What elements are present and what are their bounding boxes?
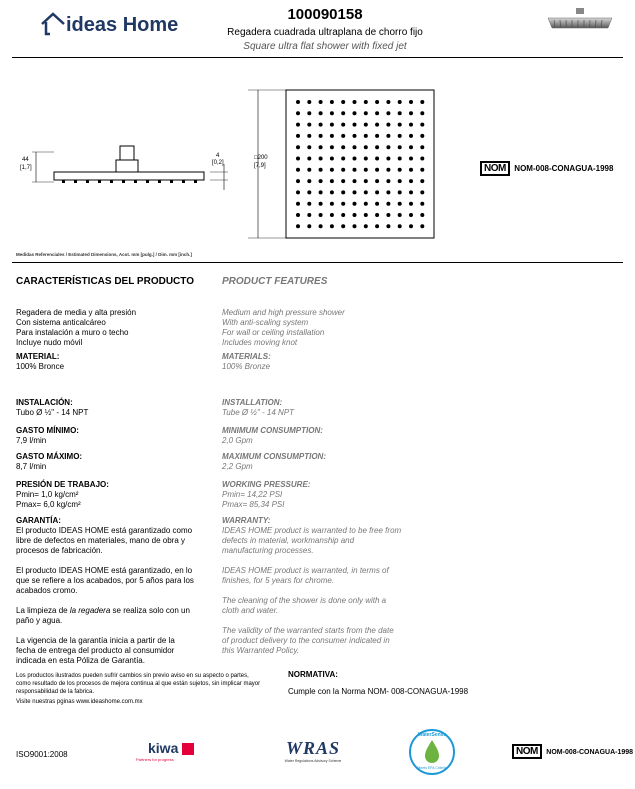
product-thumbnail — [546, 8, 614, 34]
nozzle-dot — [420, 190, 424, 194]
pressure-max-en: Pmax= 85,34 PSI — [222, 500, 285, 509]
nozzle-dot — [409, 123, 413, 127]
nozzle-dot — [364, 123, 368, 127]
warranty-label-en: WARRANTY: — [222, 516, 271, 525]
nozzle-dot — [330, 213, 334, 217]
warranty-es-3a: La limpieza de — [16, 606, 70, 615]
brand-logo — [40, 10, 180, 40]
nozzle-dot — [341, 168, 345, 172]
warranty-es-3 — [16, 606, 194, 626]
nozzle-dot — [364, 111, 368, 115]
nozzle-dot — [386, 213, 390, 217]
nozzle-dot — [353, 224, 357, 228]
max-label-es: GASTO MÁXIMO: — [16, 452, 83, 461]
watersense-logo — [408, 728, 456, 776]
nozzle-dot — [409, 168, 413, 172]
nozzle-dot — [341, 179, 345, 183]
dimensions-note: Medidas Referenciales / Estimated Dimensions, Acot. mm [pulg.] / Dim. mm [inch.] — [16, 252, 192, 257]
nozzle-dot — [364, 145, 368, 149]
nom-footer-text: NOM-008-CONAGUA-1998 — [546, 749, 634, 756]
warranty-label-es: GARANTÍA: — [16, 516, 61, 525]
warranty-es — [16, 516, 194, 666]
warranty-es-2: El producto IDEAS HOME está garantizado, en lo que se refiere a los acabados, por 5 años para los acabados cromo. — [16, 566, 194, 595]
nozzle-dot — [375, 100, 379, 104]
nozzle-dot — [386, 100, 390, 104]
nozzle-dot — [398, 145, 402, 149]
nozzle-dot — [398, 179, 402, 183]
nozzle-dot — [398, 111, 402, 115]
nozzle-dot — [386, 190, 390, 194]
kiwa-tagline: Partners for progress — [136, 757, 174, 762]
nom-footer-badge — [512, 741, 633, 759]
material-es — [16, 352, 194, 372]
nozzle-dot — [409, 157, 413, 161]
nozzle-dot — [398, 134, 402, 138]
nozzle-dot — [353, 145, 357, 149]
nozzle-dot — [386, 168, 390, 172]
kiwa-mark-icon — [182, 743, 194, 755]
watersense-top-text: WaterSense — [417, 732, 447, 738]
nozzle-dot — [341, 134, 345, 138]
nozzle-dot — [353, 179, 357, 183]
nozzle-dot — [330, 100, 334, 104]
nozzle-dot — [420, 145, 424, 149]
house-icon — [40, 12, 66, 36]
nozzle-dot — [296, 134, 300, 138]
nozzle-dot — [296, 111, 300, 115]
max-value-en: 2,2 Gpm — [222, 462, 253, 471]
nozzle-dot — [296, 100, 300, 104]
nozzle-dot — [353, 190, 357, 194]
front-view-drawing — [246, 80, 456, 250]
nozzle-dot — [409, 190, 413, 194]
nozzle-dot — [319, 100, 323, 104]
nozzle-dot — [409, 224, 413, 228]
nozzle-dot — [353, 157, 357, 161]
nozzle-dot — [319, 145, 323, 149]
warranty-en-3: The cleaning of the shower is done only with a cloth and water. — [222, 596, 387, 615]
nozzle-dot — [364, 134, 368, 138]
product-title-en: Square ultra flat shower with fixed jet — [243, 41, 407, 52]
intro-en-3: For wall or ceiling installation — [222, 328, 325, 337]
nozzle-dot — [319, 190, 323, 194]
product-code: 100090158 — [287, 6, 363, 23]
drawing-divider — [12, 262, 623, 263]
nozzle-dot — [386, 111, 390, 115]
material-label-es: MATERIAL: — [16, 352, 60, 361]
nozzle-dot — [330, 224, 334, 228]
nozzle-dot — [409, 179, 413, 183]
intro-es-2: Con sistema anticalcáreo — [16, 318, 106, 327]
intro-es-4: Incluye nudo móvil — [16, 338, 83, 347]
nozzle-dot — [341, 123, 345, 127]
nozzle-dot — [375, 111, 379, 115]
install-label-es: INSTALACIÓN: — [16, 398, 73, 407]
nozzle-dot — [296, 157, 300, 161]
nozzle-dot — [307, 123, 311, 127]
min-en — [222, 426, 422, 446]
nozzle-dot — [364, 202, 368, 206]
pressure-en — [222, 480, 422, 510]
nozzle-dot — [375, 179, 379, 183]
warranty-en — [222, 516, 402, 656]
nozzle-dot — [409, 202, 413, 206]
nozzle-dot — [398, 213, 402, 217]
nozzle-dot — [420, 213, 424, 217]
material-label-en: MATERIALS: — [222, 352, 271, 361]
nozzle-dot — [375, 145, 379, 149]
kiwa-logo — [130, 740, 210, 764]
max-value-es: 8,7 l/min — [16, 462, 47, 471]
nozzle-dot — [319, 202, 323, 206]
intro-en — [222, 308, 422, 348]
nozzle-dot — [386, 123, 390, 127]
warranty-es-1: El producto IDEAS HOME está garantizado como libre de defectos en materiales, mano de obra y procesos de fabricación. — [16, 526, 193, 555]
nozzle-dot — [420, 179, 424, 183]
header-divider — [12, 57, 623, 58]
nozzle-dot — [353, 100, 357, 104]
nozzle-dot — [398, 168, 402, 172]
nozzle-dot — [296, 190, 300, 194]
nozzle-dot — [319, 157, 323, 161]
thickness-inch-label: [0,2] — [212, 160, 224, 166]
pressure-max-es: Pmax= 6,0 kg/cm² — [16, 500, 81, 509]
nozzle-dot — [296, 202, 300, 206]
install-es — [16, 398, 194, 418]
nozzle-dot — [319, 224, 323, 228]
warranty-en-4: The validity of the warranted starts from the date of product delivery to the consumer indicated in this Warranted Policy. — [222, 626, 394, 655]
front-size-inch-label: [7,9] — [254, 163, 266, 169]
pressure-min-en: Pmin= 14,22 PSI — [222, 490, 283, 499]
nozzle-dot — [330, 123, 334, 127]
nozzle-dot — [420, 157, 424, 161]
wras-tagline: Water Regulations Advisory Scheme — [284, 759, 342, 763]
pressure-min-es: Pmin= 1,0 kg/cm² — [16, 490, 79, 499]
nozzle-dot — [420, 224, 424, 228]
nozzle-dot — [307, 111, 311, 115]
min-value-en: 2,0 Gpm — [222, 436, 253, 445]
nozzle-dot — [409, 145, 413, 149]
disclaimer — [16, 672, 262, 706]
nozzle-dot — [307, 190, 311, 194]
nozzle-dot — [409, 213, 413, 217]
pressure-label-en: WORKING PRESSURE: — [222, 480, 311, 489]
nozzle-dot — [375, 190, 379, 194]
wras-wordmark: WRAS — [285, 738, 341, 758]
nozzle-dot — [375, 134, 379, 138]
min-label-es: GASTO MÍNIMO: — [16, 426, 79, 435]
nom-badge — [480, 158, 613, 176]
intro-en-2: With anti-scaling system — [222, 318, 309, 327]
intro-en-4: Includes moving knot — [222, 338, 298, 347]
nozzle-dot — [386, 179, 390, 183]
nozzle-dot — [353, 202, 357, 206]
nozzle-dot — [296, 123, 300, 127]
normativa-label: NORMATIVA: — [288, 670, 338, 679]
nozzle-dot — [330, 134, 334, 138]
watersense-bottom-text: Meets EPA Criteria — [417, 766, 447, 770]
nozzle-dot — [296, 224, 300, 228]
nozzle-dot — [296, 213, 300, 217]
side-height-inch-label: [1,7] — [20, 165, 32, 171]
nozzle-dot — [375, 157, 379, 161]
nozzle-dot — [398, 224, 402, 228]
pressure-label-es: PRESIÓN DE TRABAJO: — [16, 480, 109, 489]
intro-es-1: Regadera de media y alta presión — [16, 308, 137, 317]
nozzle-dot — [330, 179, 334, 183]
nozzle-dot — [375, 168, 379, 172]
material-en — [222, 352, 422, 372]
nozzle-dot — [307, 157, 311, 161]
nozzle-dot — [398, 190, 402, 194]
nozzle-dot — [319, 179, 323, 183]
nozzle-dot — [420, 111, 424, 115]
nozzle-dot — [353, 168, 357, 172]
nozzle-dot — [341, 157, 345, 161]
nozzle-dot — [409, 111, 413, 115]
nozzle-dot — [398, 123, 402, 127]
nozzle-dot — [341, 213, 345, 217]
intro-en-1: Medium and high pressure shower — [222, 308, 345, 317]
nozzle-dot — [307, 168, 311, 172]
nozzle-dot — [307, 202, 311, 206]
install-label-en: INSTALLATION: — [222, 398, 283, 407]
nozzle-dot — [296, 179, 300, 183]
nozzle-dot — [364, 224, 368, 228]
kiwa-wordmark: kiwa — [148, 740, 179, 756]
nozzle-dot — [420, 134, 424, 138]
max-en — [222, 452, 422, 472]
nozzle-dot — [307, 213, 311, 217]
nozzle-dot — [330, 111, 334, 115]
pressure-es — [16, 480, 194, 510]
warranty-es-4: La vigencia de la garantía inicia a partir de la fecha de entrega del producto al consumidor indicada en esta Póliza de Garantía. — [16, 636, 175, 665]
nozzle-dot — [364, 179, 368, 183]
nozzle-dot — [353, 134, 357, 138]
nom-badge-text: NOM-008-CONAGUA-1998 — [514, 164, 614, 173]
nozzle-dot — [330, 190, 334, 194]
nozzle-dot — [341, 100, 345, 104]
nozzle-dot — [341, 145, 345, 149]
nozzle-dot — [341, 202, 345, 206]
nozzle-dot — [386, 224, 390, 228]
nozzle-dot — [319, 213, 323, 217]
nozzle-dot — [409, 100, 413, 104]
nozzle-dot — [375, 213, 379, 217]
nozzle-dot — [319, 123, 323, 127]
nozzle-dot — [319, 168, 323, 172]
nom-footer-mark: NOM — [512, 744, 542, 759]
warranty-en-2: IDEAS HOME product is warranted, in terms of finishes, for 5 years for chrome. — [222, 566, 389, 585]
nozzle-dot — [307, 145, 311, 149]
website-text: Visite nuestras pginas www.ideashome.com.mx — [16, 699, 143, 705]
nozzle-dot — [330, 202, 334, 206]
intro-es-3: Para instalación a muro o techo — [16, 328, 129, 337]
nozzle-dot — [420, 168, 424, 172]
features-heading-es: CARACTERÍSTICAS DEL PRODUCTO — [16, 276, 194, 287]
nozzle-dot — [375, 202, 379, 206]
nozzle-dot — [307, 179, 311, 183]
nozzle-dot — [307, 134, 311, 138]
iso-cert: ISO9001:2008 — [16, 750, 68, 759]
nozzle-dot — [341, 111, 345, 115]
max-label-en: MAXIMUM CONSUMPTION: — [222, 452, 326, 461]
nozzle-dot — [296, 168, 300, 172]
nozzle-dot — [364, 100, 368, 104]
nozzle-dot — [319, 111, 323, 115]
warranty-es-3b: la regadera — [69, 606, 111, 615]
nozzle-dot — [307, 100, 311, 104]
nozzle-dot — [364, 190, 368, 194]
normativa-text: Cumple con la Norma NOM- 008-CONAGUA-1998 — [288, 687, 469, 696]
nozzle-dot — [353, 111, 357, 115]
material-value-es: 100% Bronce — [16, 362, 65, 371]
nom-mark: NOM — [480, 161, 510, 176]
nozzle-dot — [296, 145, 300, 149]
nozzle-dot — [375, 123, 379, 127]
install-en — [222, 398, 422, 418]
disclaimer-text: Los productos ilustrados pueden sufrir cambios sin previo aviso en su aspecto o partes, como resultado de los procesos de mejora continua al que están sujetos, sin implicar mayor responsabilidad de la fabrica. — [16, 673, 261, 695]
nozzle-dot — [330, 145, 334, 149]
nozzle-dot — [319, 134, 323, 138]
nozzle-dot — [364, 168, 368, 172]
material-value-en: 100% Bronze — [222, 362, 271, 371]
max-es — [16, 452, 194, 472]
nozzle-dot — [330, 168, 334, 172]
nozzle-dot — [353, 123, 357, 127]
nozzle-dot — [420, 123, 424, 127]
nozzle-dot — [398, 157, 402, 161]
nozzle-dot — [341, 190, 345, 194]
nozzle-dot — [420, 100, 424, 104]
install-value-es: Tubo Ø ½" - 14 NPT — [16, 408, 89, 417]
nozzle-dot — [386, 134, 390, 138]
product-title-es: Regadera cuadrada ultraplana de chorro fijo — [227, 27, 423, 38]
nozzle-dot — [398, 100, 402, 104]
side-height-label: 44 — [22, 157, 29, 163]
intro-es — [16, 308, 194, 348]
nozzle-dot — [364, 213, 368, 217]
min-label-en: MINIMUM CONSUMPTION: — [222, 426, 323, 435]
warranty-es-3c: se realiza solo con un paño y agua. — [16, 606, 190, 625]
nozzle-dot — [341, 224, 345, 228]
features-heading-en: PRODUCT FEATURES — [222, 276, 328, 287]
nozzle-dot — [420, 202, 424, 206]
min-es — [16, 426, 194, 446]
nozzle-dot — [409, 134, 413, 138]
wras-logo — [278, 738, 348, 764]
nozzle-dot — [307, 224, 311, 228]
brand-name: ideas Home — [66, 14, 179, 36]
front-size-label: □200 — [254, 155, 268, 161]
nozzle-dot — [386, 157, 390, 161]
nozzle-dot — [353, 213, 357, 217]
nozzle-dot — [375, 224, 379, 228]
min-value-es: 7,9 l/min — [16, 436, 47, 445]
nozzle-dot — [386, 202, 390, 206]
side-view-drawing — [14, 142, 244, 202]
nozzle-dot — [330, 157, 334, 161]
nozzle-dot — [386, 145, 390, 149]
warranty-en-1: IDEAS HOME product is warranted to be free from defects in material, workmanship and manufacturing processes. — [222, 526, 402, 555]
install-value-en: Tube Ø ½" - 14 NPT — [222, 408, 295, 417]
nozzle-dot — [364, 157, 368, 161]
nozzle-dot — [398, 202, 402, 206]
thickness-label: 4 — [216, 153, 220, 159]
